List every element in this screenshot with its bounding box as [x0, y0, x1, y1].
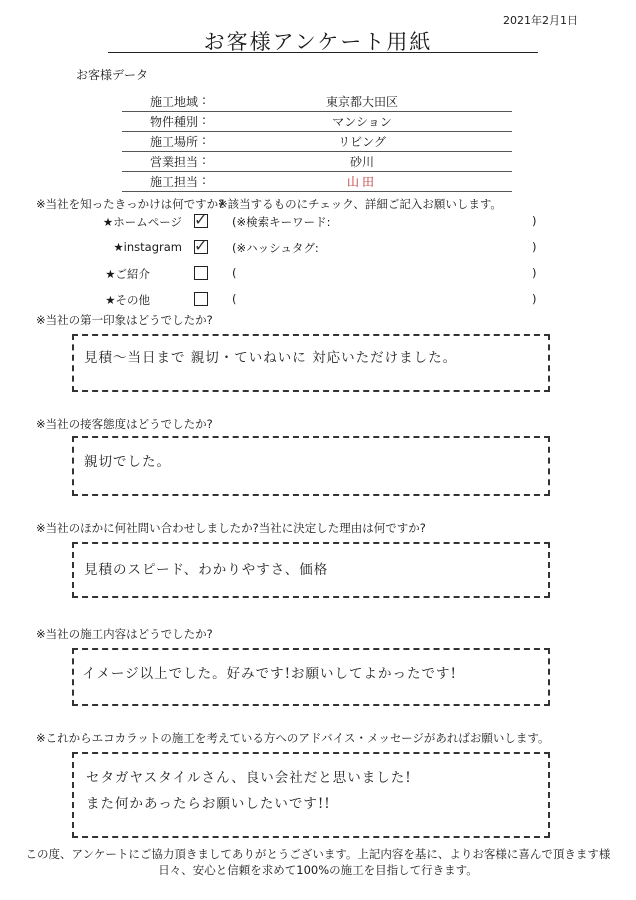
customer-data-table [122, 92, 512, 192]
info-value: マンション [332, 115, 392, 129]
q3-question: ※当社の接客態度はどうでしたか? [36, 417, 213, 431]
info-row-property-type [122, 112, 512, 132]
info-row-sales-rep [122, 152, 512, 172]
option-label: ★instagram [113, 240, 182, 254]
info-label: 施工担当 [150, 175, 199, 189]
q2-question: ※当社の第一印象はどうでしたか? [36, 313, 213, 327]
check-mark-icon: ✓ [194, 236, 208, 255]
info-row-area [122, 92, 512, 112]
q3-answer-box[interactable] [72, 436, 550, 496]
footer-line-1: この度、アンケートにご協力頂きましてありがとうございます。上記内容を基に、よりお客様に喜んで頂きます様 [25, 847, 611, 861]
info-colon: : [202, 173, 207, 187]
info-colon: : [202, 113, 207, 127]
close-paren: ) [532, 240, 537, 254]
page-title: お客様アンケート用紙 [203, 30, 433, 54]
close-paren: ) [532, 214, 537, 228]
footer-message [0, 846, 636, 878]
q3-answer: 親切でした。 [84, 454, 171, 470]
source-option-instagram [40, 238, 182, 258]
homepage-checkbox[interactable] [194, 210, 208, 229]
info-colon: : [202, 153, 207, 167]
instagram-hashtag-field[interactable]: (※ハッシュタグ: [232, 241, 319, 255]
info-label: 営業担当 [150, 155, 199, 169]
q6-answer-line-2: また何かあったらお願いしたいです!! [86, 796, 331, 812]
info-value: 東京都大田区 [325, 95, 398, 109]
info-row-installer [122, 172, 512, 192]
q6-answer-box[interactable] [72, 752, 550, 838]
q1-instruction: ※該当するものにチェック、詳細ご記入お願いします。 [218, 197, 502, 211]
source-option-other [40, 290, 150, 310]
info-label: 施工地域 [150, 95, 199, 109]
source-option-referral [40, 264, 150, 284]
q5-answer: イメージ以上でした。好みです!お願いしてよかったです! [82, 666, 457, 682]
info-value-handwritten: 山田 [346, 175, 377, 189]
other-detail-field[interactable]: ( [232, 292, 237, 306]
q6-answer-line-1: セタガヤスタイルさん、良い会社だと思いました! [86, 770, 412, 786]
info-value: リビング [338, 135, 386, 149]
referral-checkbox[interactable] [194, 266, 208, 280]
q2-answer: 見積～当日まで 親切・ていねいに 対応いただけました。 [84, 350, 458, 366]
info-colon: : [202, 93, 207, 107]
info-label: 施工場所 [150, 135, 199, 149]
q4-answer: 見積のスピード、わかりやすさ、価格 [84, 562, 329, 578]
option-label: ★ご紹介 [105, 267, 150, 281]
close-paren: ) [532, 266, 537, 280]
option-label: ★その他 [105, 293, 150, 307]
q2-answer-box[interactable] [72, 334, 550, 392]
close-paren: ) [532, 292, 537, 306]
referral-detail-field[interactable]: ( [232, 266, 237, 280]
survey-date: 2021年2月1日 [503, 14, 578, 27]
footer-line-2: 日々、安心と信頼を求めて100%の施工を目指して行きます。 [158, 863, 478, 877]
option-label: ★ホームページ [102, 215, 182, 229]
info-row-location [122, 132, 512, 152]
instagram-checkbox[interactable] [194, 236, 208, 255]
q1-question: ※当社を知ったきっかけは何ですか? [36, 197, 225, 211]
source-option-homepage [40, 212, 182, 232]
other-checkbox[interactable] [194, 292, 208, 306]
info-value: 砂川 [349, 155, 374, 169]
homepage-keyword-field[interactable]: (※検索キーワード: [232, 215, 331, 229]
customer-data-heading: お客様データ [76, 68, 149, 82]
check-mark-icon: ✓ [194, 210, 208, 229]
q4-question: ※当社のほかに何社問い合わせしましたか?当社に決定した理由は何ですか? [36, 521, 426, 535]
title-underline [108, 52, 538, 53]
q5-question: ※当社の施工内容はどうでしたか? [36, 627, 213, 641]
q6-question: ※これからエコカラットの施工を考えている方へのアドバイス・メッセージがあればお願いします。 [36, 731, 550, 745]
info-label: 物件種別 [150, 115, 199, 129]
q4-answer-box[interactable] [72, 542, 550, 598]
info-colon: : [202, 133, 207, 147]
q5-answer-box[interactable] [72, 648, 550, 706]
